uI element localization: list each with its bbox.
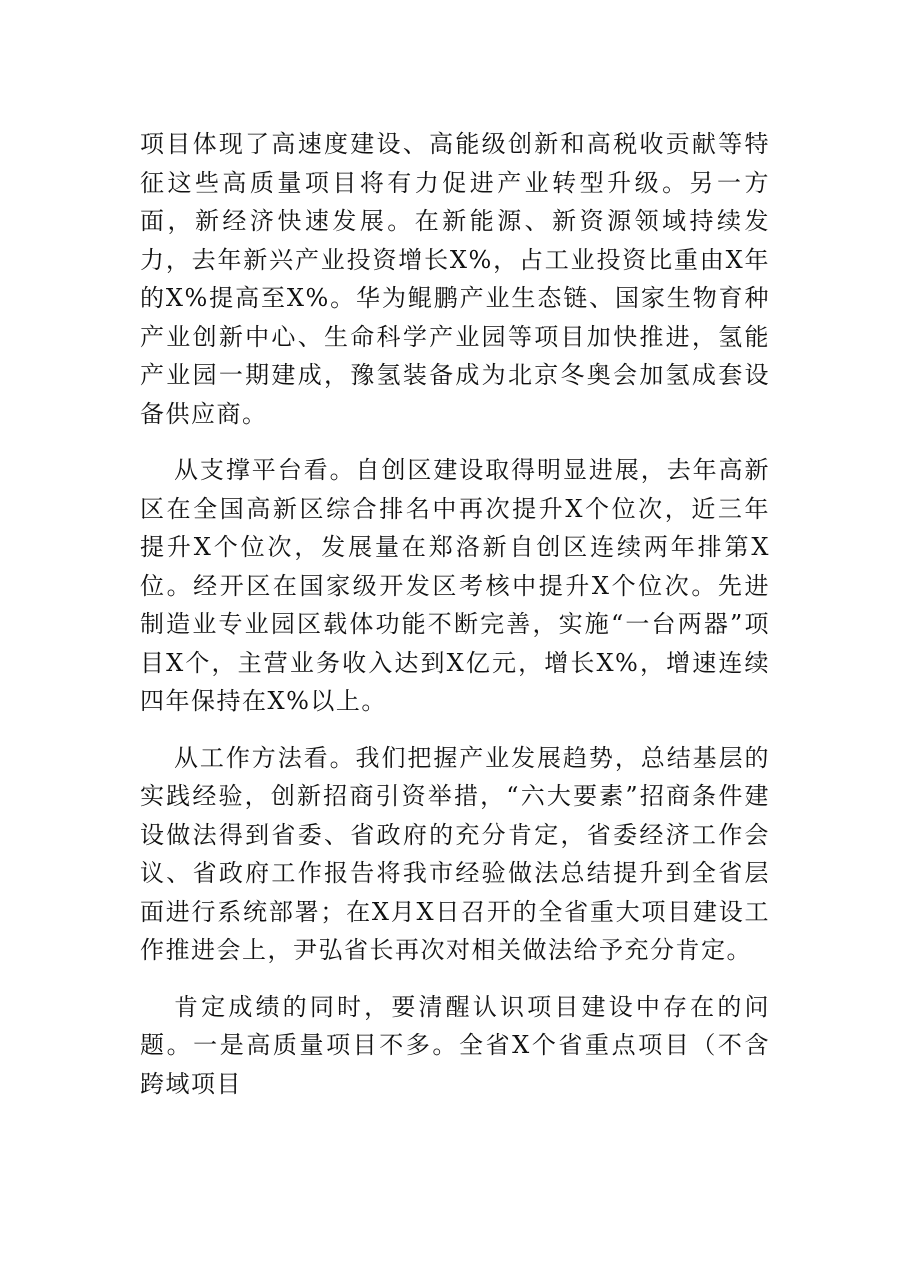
paragraph-gap	[140, 970, 770, 988]
paragraph-support-platform: 从支撑平台看。自创区建设取得明显进展，去年高新区在全国高新区综合排名中再次提升X个位次，近三年提升X个位次，发展量在郑洛新自创区连续两年排第X位。经开区在国家级开发区考核中提升X个位次。先进制造业专业园区载体功能不断完善，实施“一台两器”项目X个，主营业务收入达到X亿元，增长X%，增速连续四年保持在X%以上。	[140, 456, 770, 715]
paragraph-work-method: 从工作方法看。我们把握产业发展趋势，总结基层的实践经验，创新招商引资举措，“六大要素”招商条件建设做法得到省委、省政府的充分肯定，省委经济工作会议、省政府工作报告将我市经验做法总结提升到全省层面进行系统部署；在X月X日召开的全省重大项目建设工作推进会上，尹弘省长再次对相关做法给予充分肯定。	[140, 743, 770, 964]
document-body	[140, 125, 770, 1103]
paragraph-gap	[140, 721, 770, 739]
paragraph-industry-upgrade: 项目体现了高速度建设、高能级创新和高税收贡献等特征这些高质量项目将有力促进产业转型升级。另一方面，新经济快速发展。在新能源、新资源领域持续发力，去年新兴产业投资增长X%，占工业投资比重由X年的X%提高至X%。华为鲲鹏产业生态链、国家生物育种产业创新中心、生命科学产业园等项目加快推进，氢能产业园一期建成，豫氢装备成为北京冬奥会加氢成套设备供应商。	[140, 130, 770, 428]
paragraph-gap	[140, 433, 770, 451]
paragraph-problems: 肯定成绩的同时，要清醒认识项目建设中存在的问题。一是高质量项目不多。全省X个省重点项目（不含跨域项目	[140, 992, 770, 1098]
